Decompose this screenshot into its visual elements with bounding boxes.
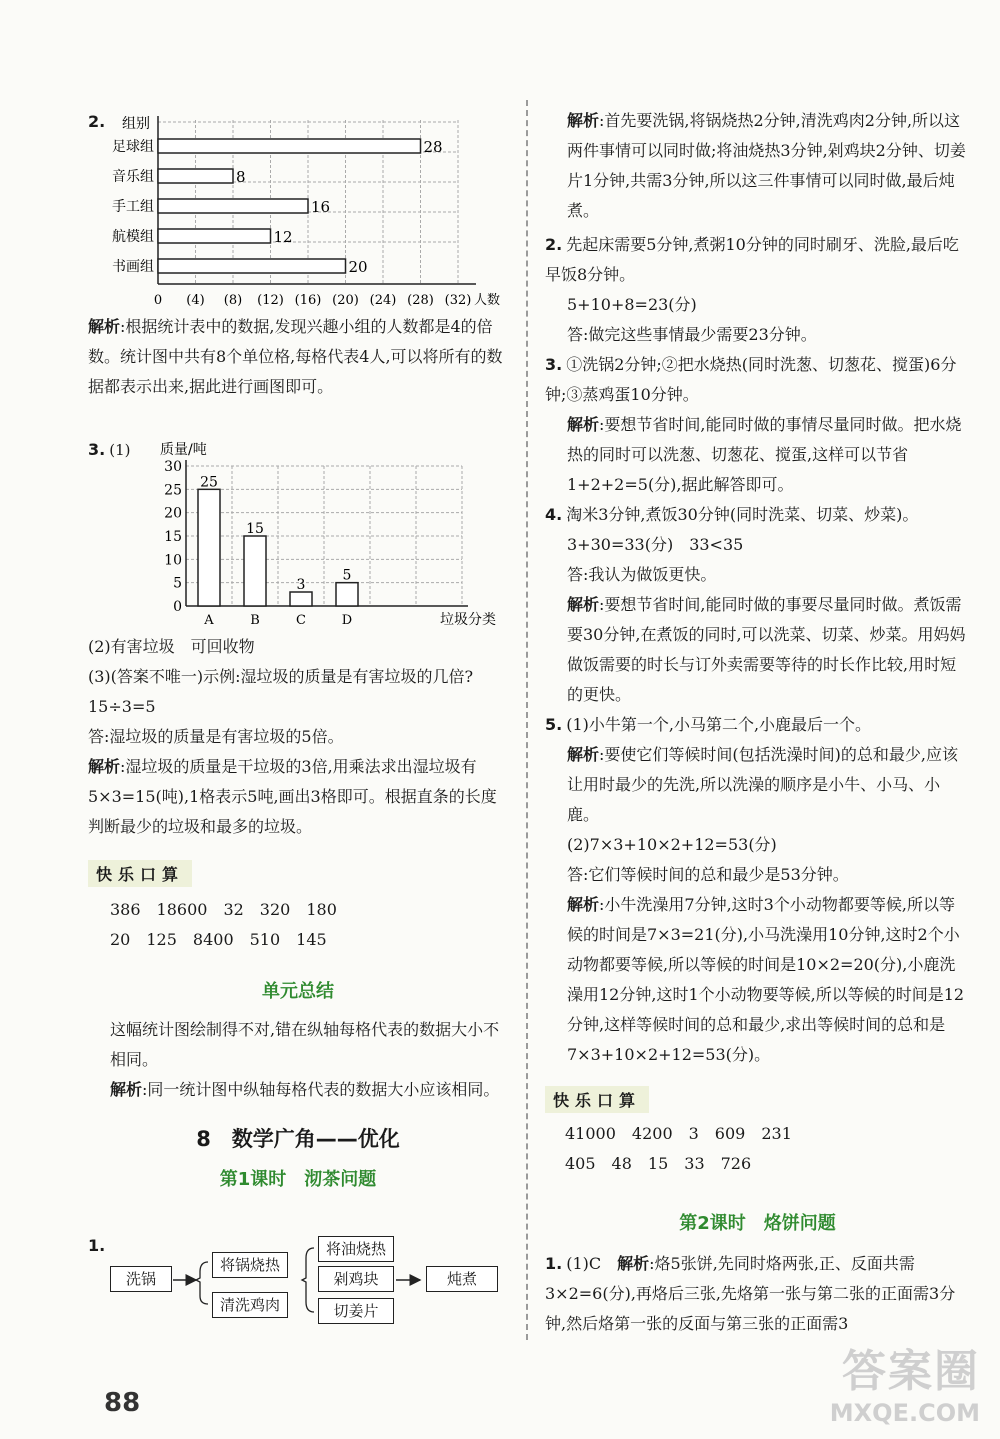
data-label: 3 (296, 577, 306, 593)
jiexi-text: :湿垃圾的质量是干垃圾的3倍,用乘法求出湿垃圾有5×3=15(吨),1格表示5吨,画出3格即可。根据直条的长度判断最少的垃圾和最多的垃圾。 (88, 757, 497, 836)
q3-text: ①洗锅2分钟;②把水烧热(同时洗葱、切葱花、搅蛋)6分钟;③蒸鸡蛋10分钟。 (545, 355, 957, 404)
x-tick-label: (8) (223, 293, 243, 308)
data-label: 15 (246, 521, 264, 537)
x-tick-label: B (250, 613, 260, 628)
q4-calc: 3+30=33(分) 33<35 (567, 535, 744, 554)
question-number: 2. (545, 235, 563, 254)
jiexi-text: :同一统计图中纵轴每格代表的数据大小应该相同。 (142, 1080, 500, 1099)
lesson-title: 第1课时 沏茶问题 (219, 1169, 377, 1190)
x-tick-label: (16) (294, 293, 322, 308)
jiexi-label: 解析 (567, 595, 600, 614)
category-label: 航模组 (112, 229, 154, 245)
category-label: 书画组 (112, 259, 154, 275)
kousuan-row: 41000 4200 3 609 231 (565, 1124, 792, 1143)
y-axis-label: 组别 (122, 116, 150, 132)
part2-text: (2)有害垃圾 可回收物 (88, 637, 255, 656)
jiexi-text: :要想节省时间,能同时做的事要尽量同时做。煮饭需要30分钟,在煮饭的同时,可以洗菜、切菜、炒菜。用妈妈做饭需要的时长与订外卖需要等待的时长作比较,用时短的更快。 (567, 595, 966, 704)
q4-answer: 答:我认为做饭更快。 (567, 565, 717, 584)
y-tick-label: 20 (164, 505, 182, 522)
summary-title: 单元总结 (262, 981, 334, 1002)
flow-box-start: 洗锅 (110, 1266, 172, 1292)
jiexi-text: :根据统计表中的数据,发现兴趣小组的人数都是4的倍数。统计图中共有8个单位格,每格代表4人,可以将所有的数据都表示出来,据此进行画图即可。 (88, 317, 503, 396)
question-number: 5. (545, 715, 563, 734)
part3-text: (3)(答案不唯一)示例:湿垃圾的质量是有害垃圾的几倍? 15÷3=5 (88, 667, 474, 716)
question-number: 3. (88, 440, 106, 459)
x-tick-label: (12) (257, 293, 284, 308)
jiexi-text: :首先要洗锅,将锅烧热2分钟,清洗鸡肉2分钟,所以这两件事情可以同时做;将油烧热3分钟,剁鸡块2分钟、切姜片1分钟,共需3分钟,所以这三件事情可以同时做,最后炖煮。 (567, 111, 966, 220)
x-tick-label: (28) (407, 293, 434, 308)
category-label: 足球组 (112, 139, 154, 155)
summary-text: 这幅统计图绘制得不对,错在纵轴每格代表的数据大小不相同。 (110, 1020, 500, 1069)
flow-box-mid1: 将锅烧热 (212, 1252, 288, 1278)
x-tick-label: D (341, 613, 353, 628)
jiexi-label: 解析 (567, 415, 600, 434)
part-label: (1) (109, 441, 131, 459)
kousuan-row: 386 18600 32 320 180 (110, 900, 337, 919)
watermark (830, 1335, 980, 1427)
question-number: 3. (545, 355, 563, 374)
y-axis-label: 质量/吨 (160, 442, 207, 458)
y-tick-label: 30 (164, 459, 182, 475)
x-tick-label: (24) (369, 293, 397, 308)
y-tick-label: 25 (164, 482, 182, 499)
category-label: 音乐组 (112, 169, 154, 185)
x-tick-label: A (204, 613, 214, 628)
q5-text: (1)小牛第一个,小马第二个,小鹿最后一个。 (566, 715, 872, 734)
question-number: 1. (88, 1236, 106, 1255)
data-label: 12 (273, 228, 293, 246)
x-tick-label: (4) (186, 293, 205, 308)
flow-box-par1: 将油烧热 (318, 1236, 394, 1262)
jiexi-label: 解析 (110, 1080, 143, 1099)
data-label: 16 (311, 198, 331, 216)
x-tick-label: (32) (444, 293, 472, 308)
data-label: 5 (342, 567, 352, 584)
lesson-title: 第2课时 烙饼问题 (679, 1213, 836, 1234)
kuaile-kousuan-label: 快乐口算 (88, 860, 192, 887)
jiexi-text: :烙5张饼,先同时烙两张,正、反面共需3×2=6(分),再烙后三张,先烙第一张与第二张的正面需3分钟,然后烙第一张的反面与第三张的正面需3 (545, 1254, 956, 1333)
data-label: 20 (348, 258, 368, 276)
x-tick-label: 0 (153, 293, 163, 308)
y-tick-label: 0 (173, 599, 182, 615)
y-tick-label: 15 (164, 529, 182, 545)
x-tick-label: C (296, 613, 306, 628)
flow-box-mid2: 清洗鸡肉 (212, 1292, 288, 1318)
y-tick-label: 5 (173, 575, 182, 592)
data-label: 8 (236, 168, 246, 186)
chapter-title: 8 数学广角——优化 (196, 1127, 400, 1151)
y-tick-label: 10 (164, 552, 182, 569)
jiexi-label: 解析 (88, 757, 121, 776)
q2-text: 先起床需要5分钟,煮粥10分钟的同时刷牙、洗脸,最后吃早饭8分钟。 (545, 235, 959, 284)
watermark-line1: 答案圈 (842, 1346, 980, 1397)
question-number: 1. (545, 1254, 563, 1273)
q4-text: 淘米3分钟,煮饭30分钟(同时洗菜、切菜、炒菜)。 (566, 505, 919, 524)
flow-box-end: 炖煮 (426, 1266, 498, 1292)
jiexi-label: 解析 (88, 317, 121, 336)
column-divider (526, 100, 528, 1340)
jiexi-text: :小牛洗澡用7分钟,这时3个小动物都要等候,所以等候的时间是7×3=21(分),小马洗澡用10分钟,这时2个小动物都要等候,所以等候的时间是10×2=20(分),小鹿洗澡用12分钟,这时1个小动物要等候,所以等候的时间是12分钟,这样等候时间的总和最少,求出等候时间的总和是7×3+10×2+12=53(分)。 (567, 895, 965, 1064)
kousuan-row: 20 125 8400 510 145 (110, 930, 327, 949)
jiexi-text: :要想节省时间,能同时做的事情尽量同时做。把水烧热的同时可以洗葱、切葱花、搅蛋,这样可以节省1+2+2=5(分),据此解答即可。 (567, 415, 962, 494)
x-axis-label: 人数 (474, 293, 501, 308)
flow-box-par3: 切姜片 (318, 1298, 394, 1324)
flow-box-par2: 剁鸡块 (318, 1266, 394, 1292)
right-column (545, 106, 970, 1339)
x-tick-label: (20) (332, 293, 359, 308)
jiexi-text: :要使它们等候时间(包括洗澡时间)的总和最少,应该让用时最少的先洗,所以洗澡的顺序是小牛、小马、小鹿。 (567, 745, 958, 824)
data-label: 28 (423, 138, 443, 156)
question-number: 4. (545, 505, 563, 524)
data-label: 25 (200, 474, 218, 491)
q2-calc: 5+10+8=23(分) (567, 295, 697, 314)
category-label: 手工组 (112, 199, 154, 215)
answer-text: 答:湿垃圾的质量是有害垃圾的5倍。 (88, 727, 344, 746)
kuaile-kousuan-label: 快乐口算 (545, 1086, 649, 1113)
jiexi-label: 解析 (567, 895, 600, 914)
q2-answer: 答:做完这些事情最少需要23分钟。 (567, 325, 817, 344)
jiexi-label: 解析 (567, 745, 600, 764)
l2-q1-text: (1)C (566, 1254, 618, 1273)
x-axis-label: 垃圾分类 (440, 612, 496, 628)
page-number: 88 (104, 1388, 141, 1418)
q5-part2: (2)7×3+10×2+12=53(分) (567, 835, 777, 854)
jiexi-label: 解析 (617, 1254, 650, 1273)
kousuan-row: 405 48 15 33 726 (565, 1154, 752, 1173)
jiexi-label: 解析 (567, 111, 600, 130)
question-number: 2. (88, 112, 106, 131)
watermark-line2: MXQE.COM (829, 1399, 980, 1427)
q5-answer: 答:它们等候时间的总和最少是53分钟。 (567, 865, 849, 884)
